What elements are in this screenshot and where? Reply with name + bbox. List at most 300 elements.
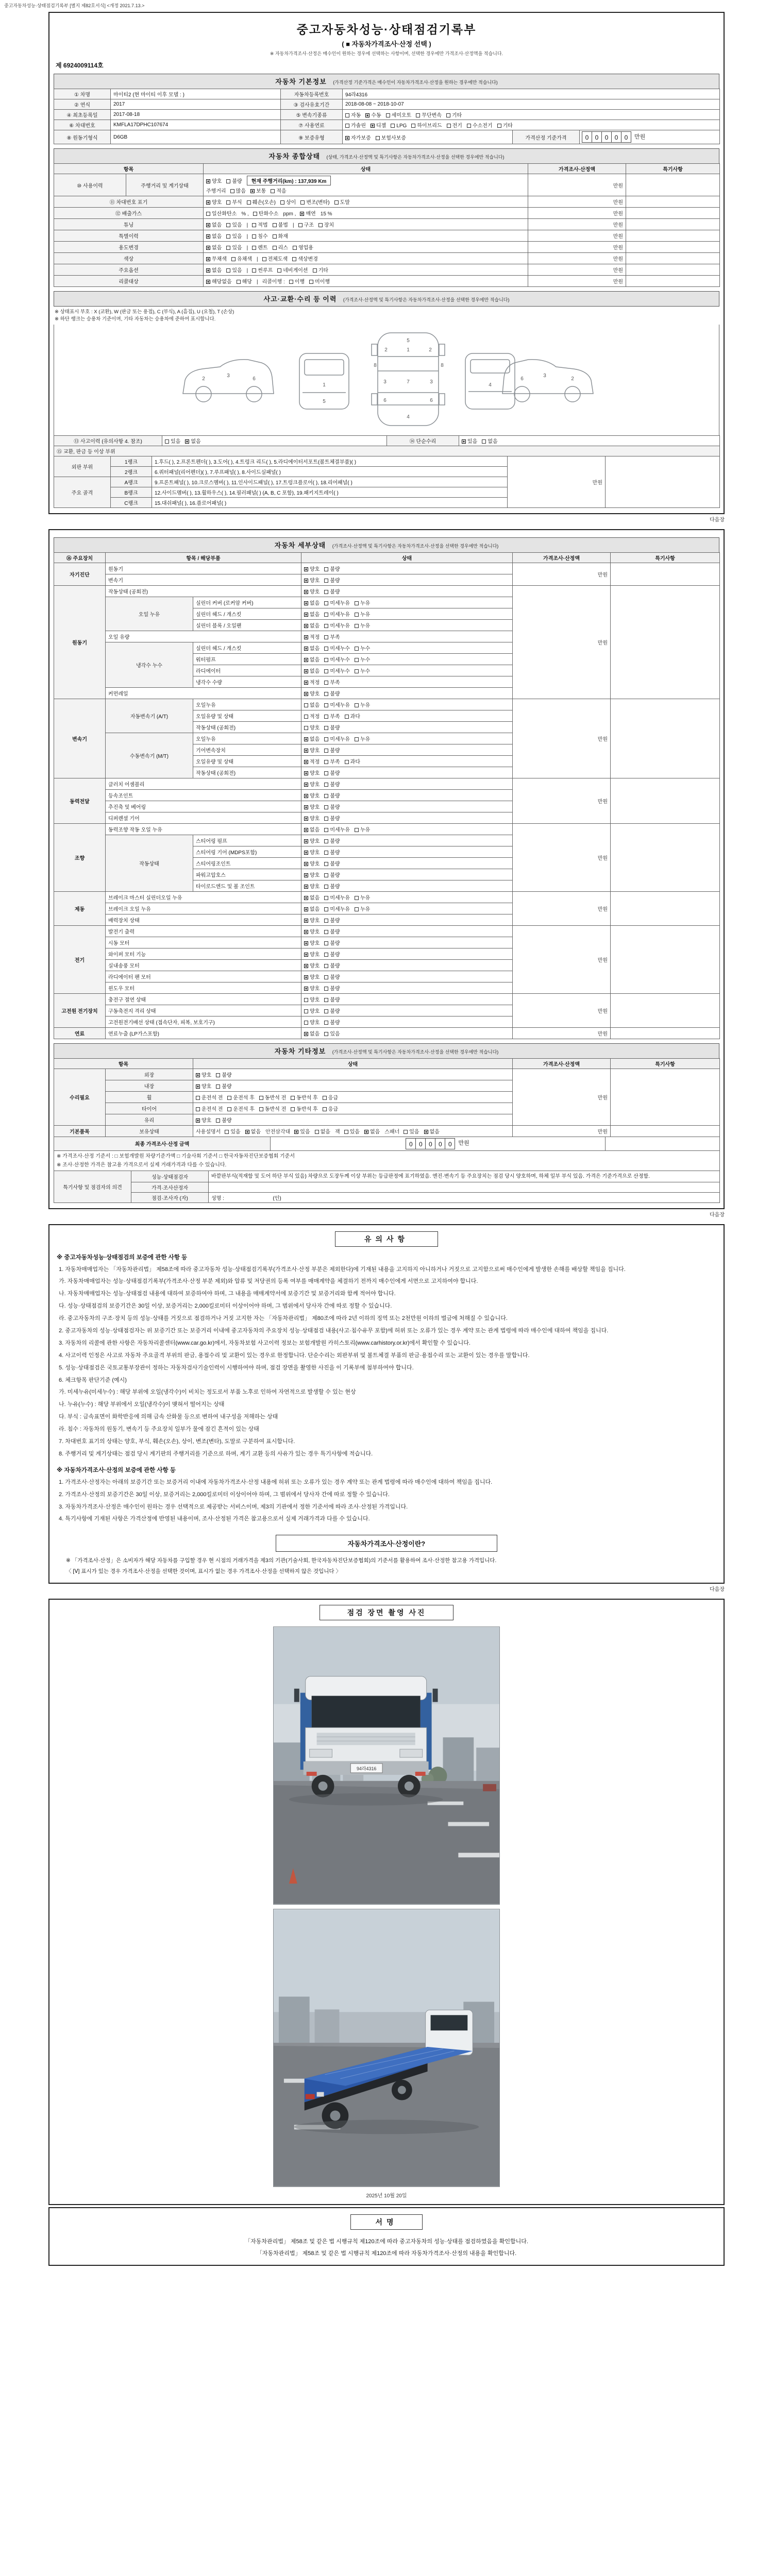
checkbox-icon[interactable] — [324, 760, 328, 764]
checkbox-option[interactable] — [304, 882, 320, 890]
checkbox-icon[interactable] — [304, 953, 308, 957]
checkbox-icon[interactable] — [304, 839, 308, 843]
checkbox-icon[interactable] — [304, 590, 308, 594]
checkbox-option[interactable] — [304, 735, 320, 742]
checkbox-icon[interactable] — [206, 257, 210, 261]
checkbox-option[interactable] — [227, 1093, 254, 1101]
checkbox-option[interactable] — [196, 1105, 223, 1112]
checkbox-option[interactable] — [324, 791, 340, 799]
checkbox-icon[interactable] — [355, 703, 359, 707]
checkbox-option[interactable] — [216, 1082, 231, 1090]
checkbox-option[interactable] — [324, 927, 340, 935]
checkbox-icon[interactable] — [206, 212, 210, 216]
checkbox-option[interactable] — [411, 121, 442, 129]
checkbox-icon[interactable] — [304, 715, 308, 719]
checkbox-option[interactable] — [304, 769, 320, 776]
checkbox-option[interactable] — [324, 916, 340, 924]
checkbox-icon[interactable] — [259, 1096, 263, 1100]
checkbox-option[interactable] — [304, 780, 320, 788]
checkbox-option[interactable] — [230, 187, 246, 194]
checkbox-icon[interactable] — [304, 1032, 308, 1036]
checkbox-icon[interactable] — [364, 1130, 368, 1134]
checkbox-option[interactable] — [304, 995, 320, 1003]
checkbox-option[interactable] — [252, 221, 267, 228]
checkbox-icon[interactable] — [304, 885, 308, 889]
checkbox-icon[interactable] — [196, 1073, 200, 1077]
checkbox-option[interactable] — [324, 621, 350, 629]
checkbox-option[interactable] — [196, 1082, 211, 1090]
checkbox-option[interactable] — [226, 243, 242, 251]
checkbox-option[interactable] — [355, 610, 370, 618]
checkbox-icon[interactable] — [371, 124, 375, 128]
checkbox-option[interactable] — [237, 277, 252, 285]
checkbox-icon[interactable] — [304, 987, 308, 991]
checkbox-option[interactable] — [365, 111, 381, 118]
checkbox-option[interactable] — [345, 121, 366, 129]
checkbox-icon[interactable] — [277, 268, 281, 273]
checkbox-icon[interactable] — [304, 567, 308, 571]
checkbox-icon[interactable] — [253, 212, 257, 216]
checkbox-option[interactable] — [271, 187, 286, 194]
checkbox-option[interactable] — [355, 667, 370, 674]
checkbox-option[interactable] — [277, 266, 308, 274]
checkbox-option[interactable] — [252, 243, 267, 251]
checkbox-icon[interactable] — [424, 1130, 428, 1134]
checkbox-option[interactable] — [304, 825, 320, 833]
checkbox-icon[interactable] — [227, 1096, 231, 1100]
checkbox-icon[interactable] — [404, 1130, 408, 1134]
checkbox-icon[interactable] — [226, 179, 230, 183]
checkbox-option[interactable] — [226, 232, 242, 240]
checkbox-icon[interactable] — [324, 624, 328, 628]
checkbox-option[interactable] — [416, 111, 442, 118]
checkbox-option[interactable] — [304, 633, 320, 640]
checkbox-option[interactable] — [226, 221, 242, 228]
checkbox-icon[interactable] — [293, 246, 297, 250]
checkbox-icon[interactable] — [304, 749, 308, 753]
checkbox-option[interactable] — [364, 1127, 380, 1135]
checkbox-option[interactable] — [355, 655, 370, 663]
checkbox-icon[interactable] — [324, 749, 328, 753]
checkbox-option[interactable] — [345, 712, 360, 720]
checkbox-option[interactable] — [324, 599, 350, 606]
checkbox-option[interactable] — [196, 1116, 211, 1124]
checkbox-option[interactable] — [324, 905, 350, 912]
checkbox-icon[interactable] — [304, 873, 308, 877]
checkbox-icon[interactable] — [304, 771, 308, 775]
checkbox-icon[interactable] — [324, 987, 328, 991]
checkbox-icon[interactable] — [324, 726, 328, 730]
checkbox-option[interactable] — [247, 198, 276, 206]
checkbox-option[interactable] — [324, 644, 350, 652]
checkbox-option[interactable] — [324, 689, 340, 697]
checkbox-icon[interactable] — [313, 268, 317, 273]
checkbox-option[interactable] — [280, 198, 296, 206]
checkbox-option[interactable] — [304, 610, 320, 618]
checkbox-icon[interactable] — [271, 189, 275, 193]
checkbox-option[interactable] — [304, 1007, 320, 1014]
checkbox-option[interactable] — [206, 209, 237, 217]
checkbox-icon[interactable] — [324, 579, 328, 583]
checkbox-icon[interactable] — [324, 930, 328, 934]
checkbox-icon[interactable] — [324, 794, 328, 798]
checkbox-option[interactable] — [225, 1127, 240, 1135]
checkbox-option[interactable] — [391, 123, 407, 129]
checkbox-icon[interactable] — [355, 647, 359, 651]
checkbox-option[interactable] — [355, 893, 370, 901]
checkbox-icon[interactable] — [355, 907, 359, 911]
checkbox-option[interactable] — [304, 961, 320, 969]
checkbox-icon[interactable] — [300, 212, 304, 216]
checkbox-icon[interactable] — [304, 658, 308, 662]
checkbox-option[interactable] — [324, 1007, 340, 1014]
checkbox-icon[interactable] — [304, 941, 308, 945]
checkbox-icon[interactable] — [304, 760, 308, 764]
checkbox-option[interactable] — [345, 111, 361, 118]
checkbox-option[interactable] — [304, 712, 320, 720]
checkbox-icon[interactable] — [230, 189, 234, 193]
checkbox-icon[interactable] — [324, 953, 328, 957]
checkbox-icon[interactable] — [355, 896, 359, 900]
checkbox-option[interactable] — [324, 667, 350, 674]
checkbox-option[interactable] — [304, 644, 320, 652]
checkbox-option[interactable] — [323, 1105, 338, 1112]
checkbox-option[interactable] — [304, 814, 320, 822]
checkbox-icon[interactable] — [196, 1107, 200, 1111]
checkbox-icon[interactable] — [355, 737, 359, 741]
checkbox-icon[interactable] — [273, 234, 277, 239]
checkbox-option[interactable] — [250, 187, 266, 194]
checkbox-option[interactable] — [318, 221, 334, 228]
checkbox-icon[interactable] — [304, 783, 308, 787]
checkbox-icon[interactable] — [304, 613, 308, 617]
checkbox-option[interactable] — [304, 746, 320, 754]
checkbox-option[interactable] — [273, 243, 288, 251]
checkbox-icon[interactable] — [304, 930, 308, 934]
checkbox-option[interactable] — [273, 232, 288, 240]
checkbox-option[interactable] — [462, 437, 477, 445]
checkbox-option[interactable] — [324, 1029, 340, 1037]
checkbox-option[interactable] — [313, 266, 328, 274]
checkbox-option[interactable] — [252, 232, 267, 240]
checkbox-option[interactable] — [259, 1105, 286, 1112]
checkbox-icon[interactable] — [324, 1009, 328, 1013]
checkbox-icon[interactable] — [206, 246, 210, 250]
checkbox-icon[interactable] — [298, 223, 303, 227]
checkbox-icon[interactable] — [304, 1009, 308, 1013]
checkbox-icon[interactable] — [304, 975, 308, 979]
checkbox-icon[interactable] — [391, 124, 395, 128]
checkbox-icon[interactable] — [196, 1118, 200, 1123]
checkbox-option[interactable] — [355, 701, 370, 708]
checkbox-option[interactable] — [424, 1127, 440, 1135]
checkbox-icon[interactable] — [226, 200, 230, 205]
checkbox-icon[interactable] — [216, 1073, 220, 1077]
checkbox-icon[interactable] — [365, 113, 369, 117]
checkbox-icon[interactable] — [216, 1118, 220, 1123]
checkbox-icon[interactable] — [289, 280, 293, 284]
checkbox-option[interactable] — [345, 757, 360, 765]
checkbox-option[interactable] — [165, 437, 180, 445]
checkbox-option[interactable] — [304, 1029, 320, 1037]
checkbox-icon[interactable] — [304, 862, 308, 866]
checkbox-option[interactable] — [294, 1127, 310, 1135]
checkbox-option[interactable] — [324, 1018, 340, 1026]
checkbox-icon[interactable] — [304, 828, 308, 832]
checkbox-icon[interactable] — [304, 624, 308, 628]
checkbox-icon[interactable] — [245, 1130, 249, 1134]
checkbox-icon[interactable] — [344, 1130, 348, 1134]
checkbox-icon[interactable] — [294, 1130, 298, 1134]
checkbox-option[interactable] — [304, 927, 320, 935]
checkbox-option[interactable] — [497, 121, 513, 129]
checkbox-option[interactable] — [231, 255, 252, 262]
checkbox-option[interactable] — [304, 848, 320, 856]
checkbox-option[interactable] — [304, 984, 320, 992]
checkbox-option[interactable] — [324, 859, 340, 867]
checkbox-icon[interactable] — [300, 200, 305, 205]
checkbox-icon[interactable] — [345, 124, 349, 128]
checkbox-option[interactable] — [324, 735, 350, 742]
checkbox-icon[interactable] — [304, 601, 308, 605]
checkbox-option[interactable] — [324, 893, 350, 901]
checkbox-icon[interactable] — [196, 1084, 200, 1089]
checkbox-option[interactable] — [324, 950, 340, 958]
checkbox-icon[interactable] — [324, 839, 328, 843]
checkbox-option[interactable] — [304, 939, 320, 946]
checkbox-icon[interactable] — [447, 124, 451, 128]
checkbox-icon[interactable] — [273, 246, 277, 250]
checkbox-icon[interactable] — [324, 805, 328, 809]
checkbox-option[interactable] — [304, 803, 320, 810]
checkbox-option[interactable] — [304, 701, 320, 708]
checkbox-option[interactable] — [206, 198, 222, 206]
checkbox-option[interactable] — [304, 587, 320, 595]
checkbox-option[interactable] — [304, 893, 320, 901]
checkbox-icon[interactable] — [324, 590, 328, 594]
checkbox-option[interactable] — [196, 1093, 223, 1101]
checkbox-icon[interactable] — [185, 439, 189, 444]
checkbox-icon[interactable] — [315, 1130, 319, 1134]
checkbox-option[interactable] — [355, 644, 370, 652]
checkbox-option[interactable] — [226, 266, 242, 274]
checkbox-option[interactable] — [304, 837, 320, 844]
checkbox-option[interactable] — [289, 277, 305, 285]
checkbox-icon[interactable] — [324, 964, 328, 968]
checkbox-icon[interactable] — [324, 817, 328, 821]
checkbox-icon[interactable] — [206, 234, 210, 239]
checkbox-icon[interactable] — [324, 885, 328, 889]
checkbox-icon[interactable] — [252, 223, 256, 227]
checkbox-option[interactable] — [206, 266, 222, 274]
checkbox-option[interactable] — [334, 198, 350, 206]
checkbox-icon[interactable] — [323, 1107, 327, 1111]
checkbox-option[interactable] — [344, 1127, 360, 1135]
checkbox-icon[interactable] — [206, 280, 210, 284]
checkbox-icon[interactable] — [324, 862, 328, 866]
checkbox-option[interactable] — [304, 599, 320, 606]
checkbox-option[interactable] — [324, 837, 340, 844]
checkbox-icon[interactable] — [324, 601, 328, 605]
checkbox-icon[interactable] — [304, 794, 308, 798]
checkbox-icon[interactable] — [226, 268, 230, 273]
checkbox-option[interactable] — [324, 961, 340, 969]
checkbox-option[interactable] — [324, 939, 340, 946]
checkbox-icon[interactable] — [262, 257, 266, 261]
checkbox-icon[interactable] — [324, 715, 328, 719]
checkbox-option[interactable] — [324, 565, 340, 572]
checkbox-option[interactable] — [245, 1127, 261, 1135]
checkbox-icon[interactable] — [252, 268, 256, 273]
checkbox-option[interactable] — [355, 825, 370, 833]
checkbox-icon[interactable] — [304, 681, 308, 685]
checkbox-option[interactable] — [324, 973, 340, 980]
checkbox-option[interactable] — [206, 232, 222, 240]
checkbox-icon[interactable] — [231, 257, 236, 261]
checkbox-icon[interactable] — [226, 234, 230, 239]
checkbox-option[interactable] — [324, 655, 350, 663]
checkbox-option[interactable] — [206, 243, 222, 251]
checkbox-icon[interactable] — [386, 113, 390, 117]
checkbox-icon[interactable] — [355, 669, 359, 673]
checkbox-icon[interactable] — [334, 200, 339, 205]
checkbox-icon[interactable] — [324, 647, 328, 651]
checkbox-option[interactable] — [447, 121, 462, 129]
checkbox-option[interactable] — [206, 221, 222, 228]
checkbox-option[interactable] — [324, 848, 340, 856]
checkbox-icon[interactable] — [304, 737, 308, 741]
checkbox-icon[interactable] — [259, 1107, 263, 1111]
checkbox-icon[interactable] — [304, 579, 308, 583]
checkbox-option[interactable] — [324, 769, 340, 776]
checkbox-icon[interactable] — [292, 257, 296, 261]
checkbox-option[interactable] — [300, 198, 329, 206]
checkbox-option[interactable] — [404, 1127, 419, 1135]
checkbox-icon[interactable] — [226, 223, 230, 227]
checkbox-option[interactable] — [304, 871, 320, 878]
checkbox-icon[interactable] — [345, 136, 349, 140]
checkbox-option[interactable] — [262, 255, 288, 262]
checkbox-option[interactable] — [309, 277, 330, 285]
checkbox-icon[interactable] — [247, 200, 251, 205]
checkbox-option[interactable] — [227, 1105, 254, 1112]
checkbox-icon[interactable] — [324, 919, 328, 923]
checkbox-icon[interactable] — [304, 805, 308, 809]
checkbox-icon[interactable] — [324, 771, 328, 775]
checkbox-icon[interactable] — [411, 124, 415, 128]
checkbox-option[interactable] — [185, 437, 200, 445]
checkbox-option[interactable] — [206, 277, 232, 285]
checkbox-option[interactable] — [324, 871, 340, 878]
checkbox-icon[interactable] — [304, 907, 308, 911]
checkbox-option[interactable] — [355, 599, 370, 606]
checkbox-option[interactable] — [259, 1093, 286, 1101]
checkbox-option[interactable] — [226, 198, 242, 206]
checkbox-icon[interactable] — [416, 113, 420, 117]
checkbox-option[interactable] — [324, 882, 340, 890]
checkbox-icon[interactable] — [324, 975, 328, 979]
checkbox-icon[interactable] — [304, 998, 308, 1002]
checkbox-icon[interactable] — [165, 439, 169, 444]
checkbox-option[interactable] — [324, 701, 350, 708]
checkbox-option[interactable] — [196, 1071, 211, 1078]
checkbox-option[interactable] — [324, 780, 340, 788]
checkbox-option[interactable] — [324, 757, 340, 765]
checkbox-icon[interactable] — [206, 179, 210, 183]
checkbox-option[interactable] — [324, 746, 340, 754]
checkbox-icon[interactable] — [304, 726, 308, 730]
checkbox-option[interactable] — [355, 735, 370, 742]
checkbox-option[interactable] — [304, 1018, 320, 1026]
checkbox-icon[interactable] — [324, 658, 328, 662]
checkbox-option[interactable] — [304, 689, 320, 697]
checkbox-option[interactable] — [324, 678, 340, 686]
checkbox-icon[interactable] — [280, 200, 284, 205]
checkbox-icon[interactable] — [216, 1084, 220, 1089]
checkbox-option[interactable] — [324, 712, 340, 720]
checkbox-option[interactable] — [300, 209, 315, 217]
checkbox-icon[interactable] — [497, 124, 501, 128]
checkbox-icon[interactable] — [355, 624, 359, 628]
checkbox-icon[interactable] — [227, 1107, 231, 1111]
checkbox-icon[interactable] — [237, 280, 241, 284]
checkbox-icon[interactable] — [304, 692, 308, 696]
checkbox-option[interactable] — [323, 1093, 338, 1101]
checkbox-icon[interactable] — [226, 246, 230, 250]
checkbox-icon[interactable] — [482, 439, 486, 444]
checkbox-icon[interactable] — [345, 715, 349, 719]
checkbox-option[interactable] — [304, 678, 320, 686]
checkbox-icon[interactable] — [252, 234, 256, 239]
checkbox-option[interactable] — [304, 655, 320, 663]
checkbox-icon[interactable] — [304, 669, 308, 673]
checkbox-icon[interactable] — [324, 873, 328, 877]
checkbox-option[interactable] — [206, 255, 227, 262]
checkbox-icon[interactable] — [225, 1130, 229, 1134]
checkbox-icon[interactable] — [324, 681, 328, 685]
checkbox-icon[interactable] — [304, 817, 308, 821]
checkbox-option[interactable] — [355, 905, 370, 912]
checkbox-option[interactable] — [304, 565, 320, 572]
checkbox-option[interactable] — [304, 905, 320, 912]
checkbox-icon[interactable] — [273, 223, 277, 227]
checkbox-option[interactable] — [371, 121, 386, 129]
checkbox-option[interactable] — [304, 621, 320, 629]
checkbox-option[interactable] — [304, 916, 320, 924]
checkbox-icon[interactable] — [196, 1096, 200, 1100]
checkbox-option[interactable] — [324, 995, 340, 1003]
checkbox-icon[interactable] — [318, 223, 323, 227]
checkbox-icon[interactable] — [291, 1096, 295, 1100]
checkbox-icon[interactable] — [324, 828, 328, 832]
checkbox-icon[interactable] — [324, 1032, 328, 1036]
checkbox-icon[interactable] — [324, 635, 328, 639]
checkbox-icon[interactable] — [324, 941, 328, 945]
checkbox-option[interactable] — [291, 1105, 317, 1112]
checkbox-icon[interactable] — [304, 647, 308, 651]
checkbox-option[interactable] — [376, 133, 406, 141]
checkbox-option[interactable] — [446, 111, 462, 118]
checkbox-option[interactable] — [304, 576, 320, 584]
checkbox-icon[interactable] — [304, 919, 308, 923]
checkbox-option[interactable] — [355, 621, 370, 629]
checkbox-option[interactable] — [253, 209, 279, 217]
checkbox-icon[interactable] — [206, 223, 210, 227]
checkbox-icon[interactable] — [467, 124, 471, 128]
checkbox-icon[interactable] — [345, 760, 349, 764]
checkbox-option[interactable] — [324, 587, 340, 595]
checkbox-option[interactable] — [324, 576, 340, 584]
